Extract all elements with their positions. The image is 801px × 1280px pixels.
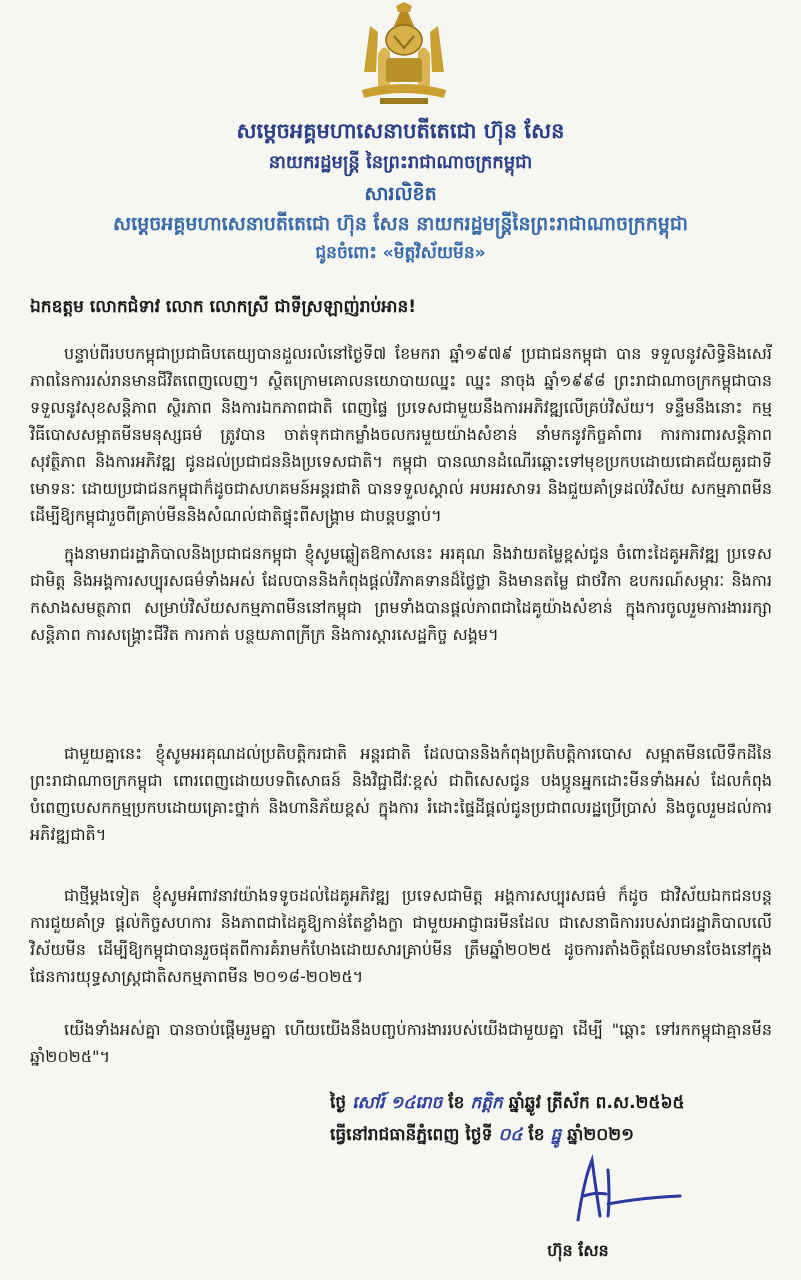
signatory-name: ហ៊ុន សែន <box>547 1241 609 1260</box>
date-prefix: ថ្ងៃ <box>330 1093 347 1113</box>
letter-recipient-line: ជូនចំពោះ «មិត្តវិស័យមីន» <box>315 243 486 263</box>
letter-author-position: នាយករដ្ឋមន្ត្រី នៃព្រះរាជាណាចក្រកម្ពុជា <box>268 152 533 173</box>
handwritten-month-2: ធ្នូ <box>550 1125 562 1145</box>
letter-subheading: សម្តេចអគ្គមហាសេនាបតីតេជោ ហ៊ុន សែន នាយករដ្ឋមន្ត្រីនៃព្រះរាជាណាចក្រកម្ពុជា <box>113 213 688 235</box>
signature-icon <box>548 1150 688 1230</box>
royal-coat-of-arms-icon <box>356 2 452 108</box>
handwritten-day-number: ០៤ <box>498 1125 523 1145</box>
month-prefix: ខែ <box>448 1093 465 1113</box>
salutation: ឯកឧត្តម លោកជំទាវ លោក លោកស្រី ជាទីស្រឡាញ់រាប់អាន! <box>30 297 417 317</box>
month-prefix-2: ខែ <box>528 1125 545 1145</box>
place-date-prefix: ធ្វើនៅរាជធានីភ្នំពេញ ថ្ងៃទី <box>330 1125 493 1145</box>
solar-date-line <box>330 1124 770 1149</box>
handwritten-month: កត្តិក <box>470 1093 503 1113</box>
body-paragraph-4: ជាថ្មីម្តងទៀត ខ្ញុំសូមអំពាវនាវយ៉ាងទទូចដល់ដៃគូអភិវឌ្ឍ ប្រទេសជាមិត្ត អង្គការសប្បុរសធម៌ ក៏ដូច ជាវិស័យឯកជនបន្តការជួយគាំទ្រ ផ្តល់កិច្ចសហការ និងភាពជាដៃគូឱ្យកាន់តែខ្លាំងក្លា ជាមួយអាជ្ញាធរមីនដែល ជាសេនាធិការរបស់រាជរដ្ឋាភិបាលលើវិស័យមីន ដើម្បីឱ្យកម្ពុជាបានរួចផុតពីការគំរាមកំហែងដោយសារគ្រាប់មីន ត្រឹមឆ្នាំ២០២៥ ដូចការតាំងចិត្តដែលមានចែងនៅក្នុងផែនការយុទ្ធសាស្ត្រជាតិសកម្មភាពមីន ២០១៨-២០២៥។ <box>30 886 772 986</box>
handwritten-day: សៅរ៍ ១៤រោច <box>352 1093 443 1113</box>
solar-year: ឆ្នាំ២០២១ <box>567 1125 634 1145</box>
body-paragraph-5: យើងទាំងអស់គ្នា បានចាប់ផ្តើមរួមគ្នា ហើយយើងនឹងបញ្ចប់ការងាររបស់យើងជាមួយគ្នា ដើម្បី "ឆ្ពោះ ទៅរកកម្ពុជាគ្មានមីនឆ្នាំ២០២៥"។ <box>30 1020 772 1066</box>
body-paragraph-3: ជាមួយគ្នានេះ ខ្ញុំសូមអរគុណដល់ប្រតិបត្តិករជាតិ អន្តរជាតិ ដែលបាននិងកំពុងប្រតិបត្តិការបោស សម្អាតមីនលើទឹកដីនៃព្រះរាជាណាចក្រកម្ពុជា ពោរពេញដោយបទពិសោធន៍ និងវិជ្ជាជីវៈខ្ពស់ ជាពិសេសជូន បងប្អូនអ្នកដោះមីនទាំងអស់ ដែលកំពុងបំពេញបេសកកម្មប្រកបដោយគ្រោះថ្នាក់ និងហានិភ័យខ្ពស់ ក្នុងការ រំដោះផ្ទៃដីផ្តល់ជូនប្រជាពលរដ្ឋប្រើប្រាស់ និងចូលរួមដល់ការអភិវឌ្ឍជាតិ។ <box>30 744 772 844</box>
body-paragraph-1: បន្ទាប់ពីរបបកម្ពុជាប្រជាធិបតេយ្យបានដួលរលំនៅថ្ងៃទី៧ ខែមករា ឆ្នាំ១៩៧៩ ប្រជាជនកម្ពុជា បាន ទទួលនូវសិទ្ធិនិងសេរីភាពនៃការរស់រានមានជីវិតពេញលេញ។ ស្ថិតក្រោមគោលនយោបាយឈ្នះ ឈ្នះ នាចុង ឆ្នាំ១៩៩៨ ព្រះរាជាណាចក្រកម្ពុជាបានទទួលនូវសុខសន្តិភាព ស្ថិរភាព និងការឯកភាពជាតិ ពេញផ្ទៃ ប្រទេសជាមួយនឹងការអភិវឌ្ឍលើគ្រប់វិស័យ។ ទន្ទឹមនឹងនោះ កម្មវិធីបោសសម្អាតមីនមនុស្សធម៌ ត្រូវបាន ចាត់ទុកជាកម្លាំងចលករមួយយ៉ាងសំខាន់ នាំមកនូវកិច្ចគាំពារ ការការពារសន្តិភាព សុវត្ថិភាព និងការអភិវឌ្ឍ ជូនដល់ប្រជាជននិងប្រទេសជាតិ។ កម្ពុជា បានឈានដំណើរឆ្ពោះទៅមុខប្រកបដោយជោគជ័យគួរជាទីមោទនៈ ដោយប្រជាជនកម្ពុជាក៏ដូចជាសហគមន៍អន្តរជាតិ បានទទួលស្គាល់ អបអរសាទរ និងជួយគាំទ្រដល់វិស័យ សកម្មភាពមីន ដើម្បីឱ្យកម្ពុជារួចពីគ្រាប់មីននិងសំណល់ជាតិផ្ទុះពីសង្គ្រាម ជាបន្តបន្ទាប់។ <box>30 344 772 525</box>
body-paragraph-2: ក្នុងនាមរាជរដ្ឋាភិបាលនិងប្រជាជនកម្ពុជា ខ្ញុំសូមឆ្លៀតឱកាសនេះ អរគុណ និងវាយតម្លៃខ្ពស់ជូន ចំពោះដៃគូអភិវឌ្ឍ ប្រទេសជាមិត្ត និងអង្គការសប្បុរសធម៌ទាំងអស់ ដែលបាននិងកំពុងផ្តល់វិភាគទានដ៏ថ្លៃថ្លា និងមានតម្លៃ ជាថវិកា ឧបករណ៍សម្ភារៈ និងការកសាងសមត្ថភាព សម្រាប់វិស័យសកម្មភាពមីននៅកម្ពុជា ព្រមទាំងបានផ្តល់ភាពជាដៃគូយ៉ាងសំខាន់ ក្នុងការចូលរួមការងាររក្សាសន្តិភាព ការសង្គ្រោះជីវិត ការកាត់ បន្ថយភាពក្រីក្រ និងការស្តារសេដ្ឋកិច្ច សង្គម។ <box>30 544 772 644</box>
lunar-year: ឆ្នាំឆ្លូវ ត្រីស័ក ព.ស.២៥៦៥ <box>508 1093 685 1113</box>
letter-author-title: សម្តេចអគ្គមហាសេនាបតីតេជោ ហ៊ុន សែន <box>236 119 565 143</box>
letter-heading: សារលិខិត <box>364 183 437 205</box>
lunar-date-line <box>330 1092 770 1117</box>
